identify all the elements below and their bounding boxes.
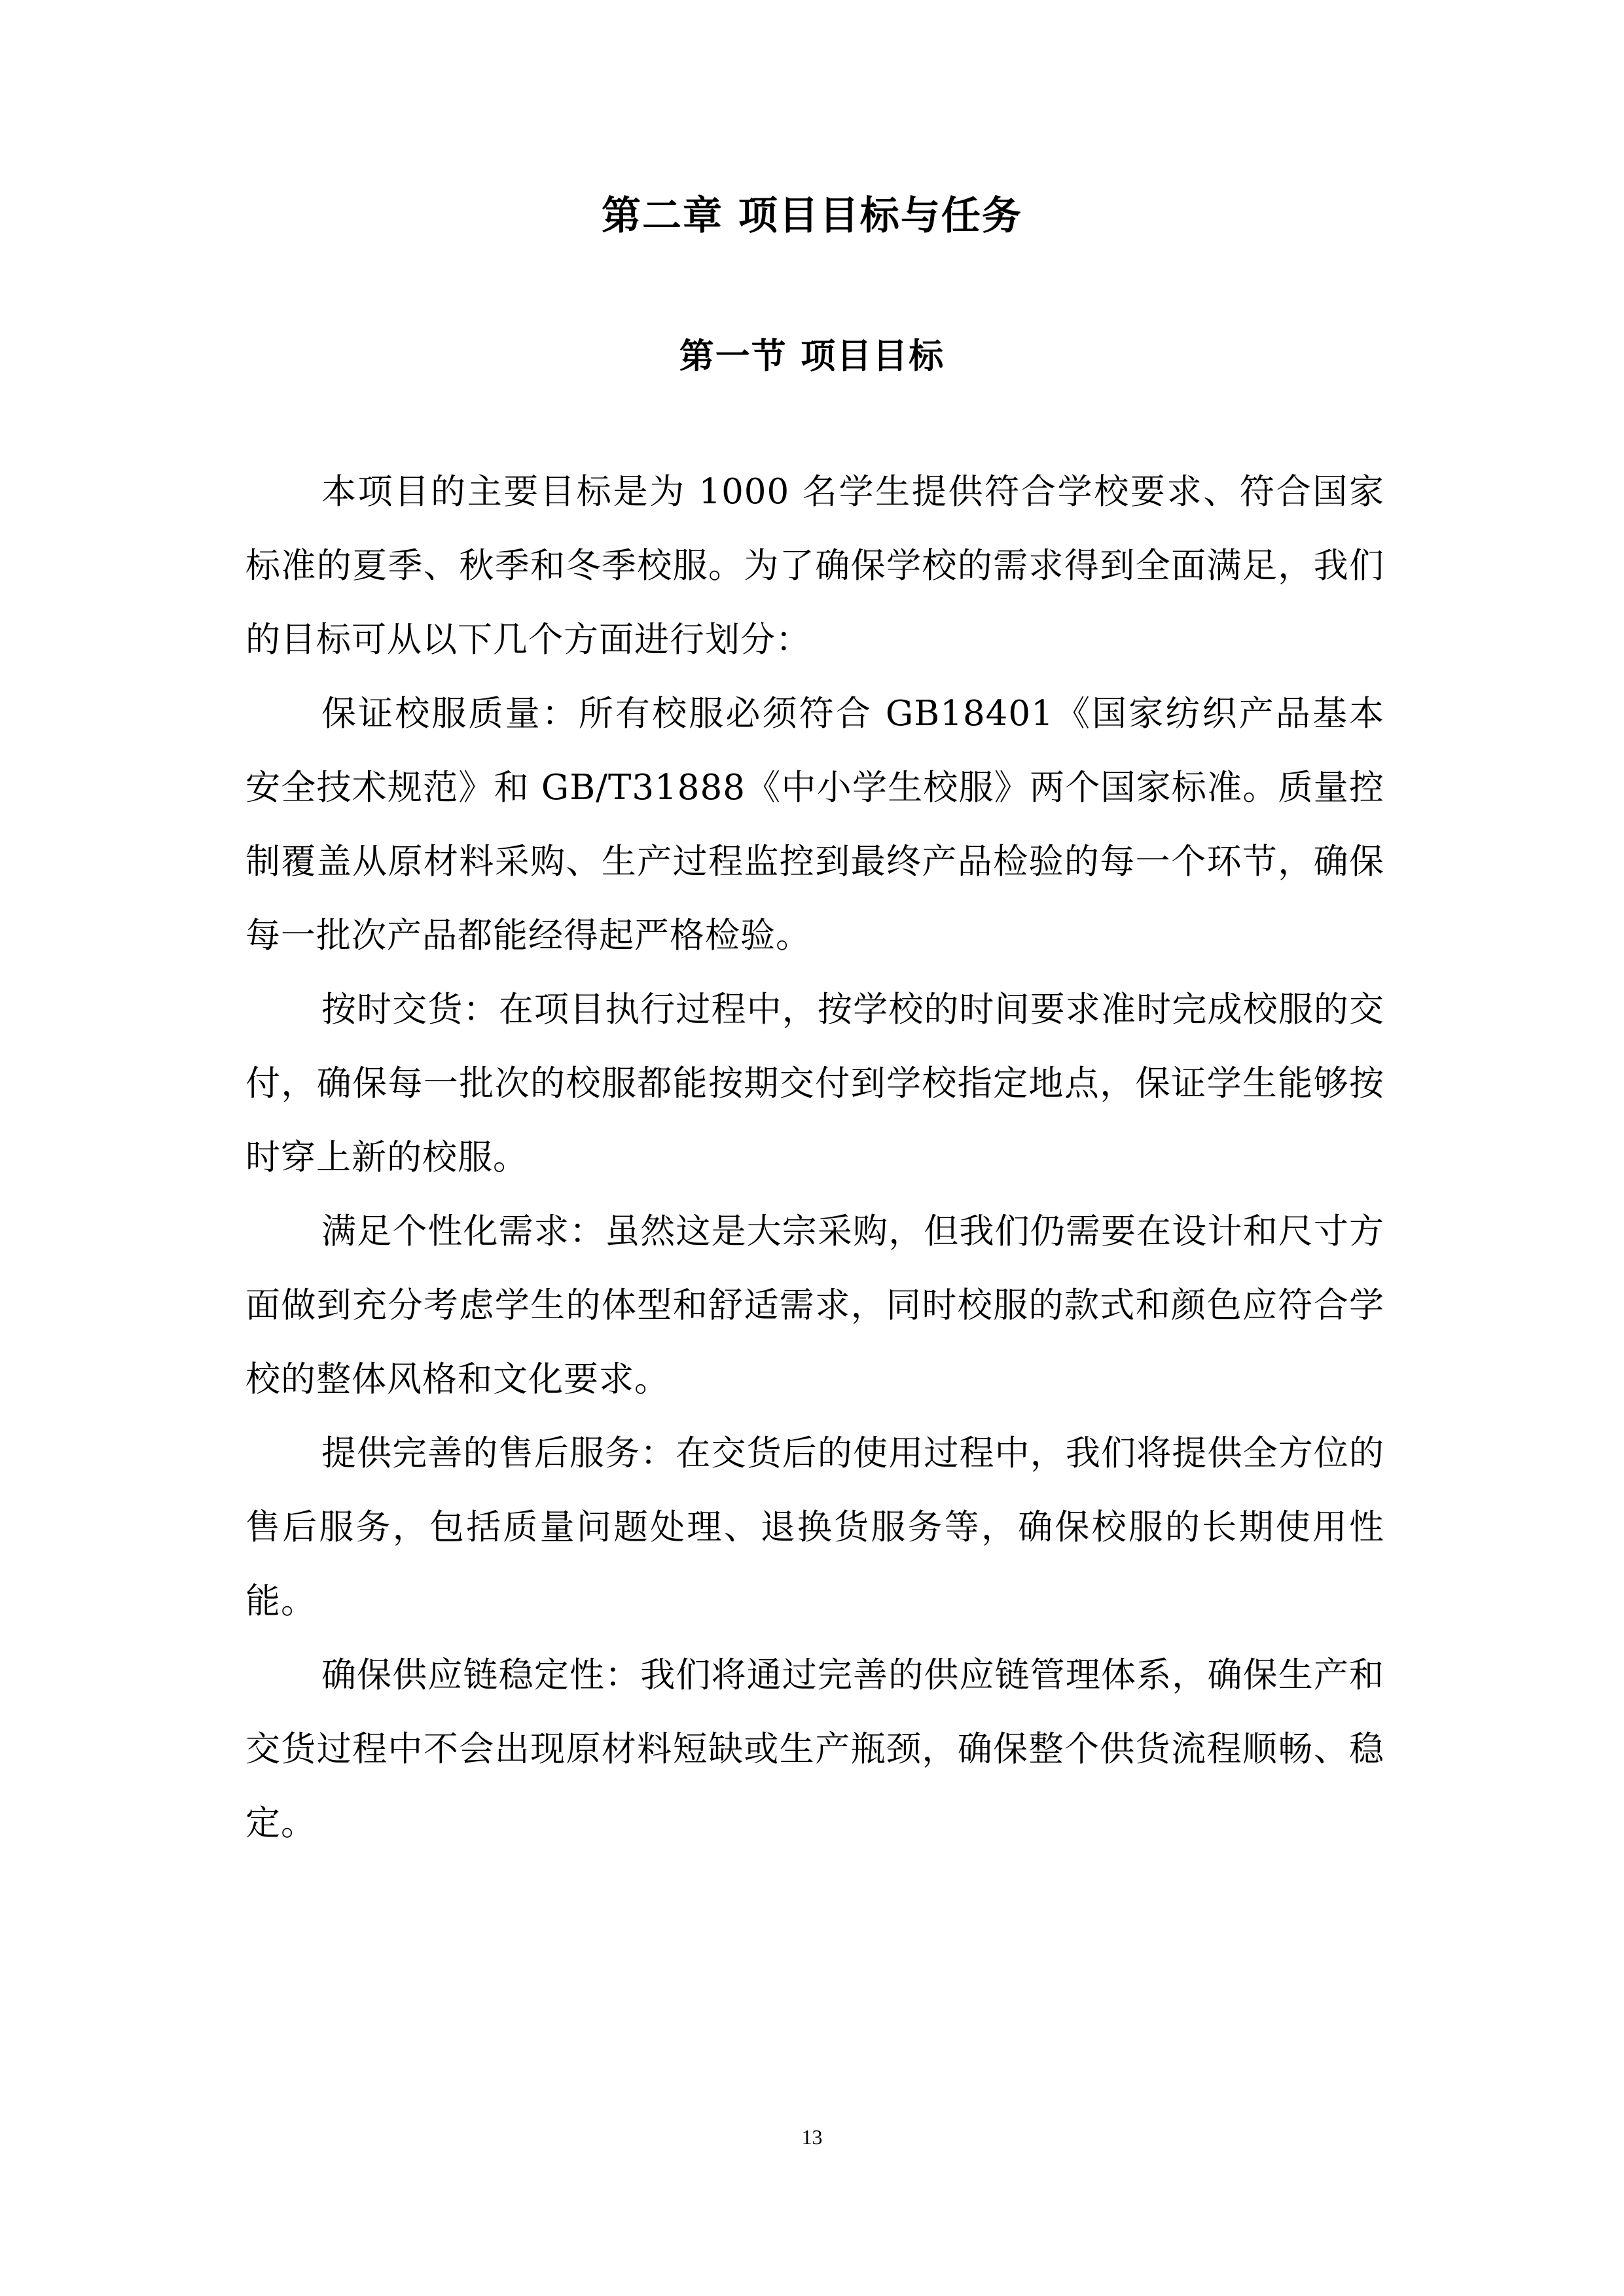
paragraph-quality: 保证校服质量：所有校服必须符合 GB18401《国家纺织产品基本安全技术规范》和 GB/T31888《中小学生校服》两个国家标准。质量控制覆盖从原材料采购、生产过程监控到最终产品检验的每一个环节，确保每一批次产品都能经得起严格检验。 (245, 694, 1384, 956)
chapter-title: 第二章 项目目标与任务 (602, 193, 1022, 239)
paragraph-after-sales: 提供完善的售后服务：在交货后的使用过程中，我们将提供全方位的售后服务，包括质量问题处理、退换货服务等，确保校服的长期使用性能。 (245, 1433, 1384, 1621)
section-title: 第一节 项目目标 (679, 336, 945, 376)
paragraph-intro: 本项目的主要目标是为 1000 名学生提供符合学校要求、符合国家标准的夏季、秋季和冬季校服。为了确保学校的需求得到全面满足，我们的目标可从以下几个方面进行划分： (245, 472, 1384, 660)
paragraph-personalization: 满足个性化需求：虽然这是大宗采购，但我们仍需要在设计和尺寸方面做到充分考虑学生的体型和舒适需求，同时校服的款式和颜色应符合学校的整体风格和文化要求。 (245, 1211, 1384, 1399)
page-number: 13 (801, 2125, 823, 2149)
paragraph-supply-chain: 确保供应链稳定性：我们将通过完善的供应链管理体系，确保生产和交货过程中不会出现原材料短缺或生产瓶颈，确保整个供货流程顺畅、稳定。 (245, 1655, 1384, 1843)
paragraph-delivery: 按时交货：在项目执行过程中，按学校的时间要求准时完成校服的交付，确保每一批次的校服都能按期交付到学校指定地点，保证学生能够按时穿上新的校服。 (245, 990, 1384, 1177)
body-text (245, 455, 1384, 1860)
